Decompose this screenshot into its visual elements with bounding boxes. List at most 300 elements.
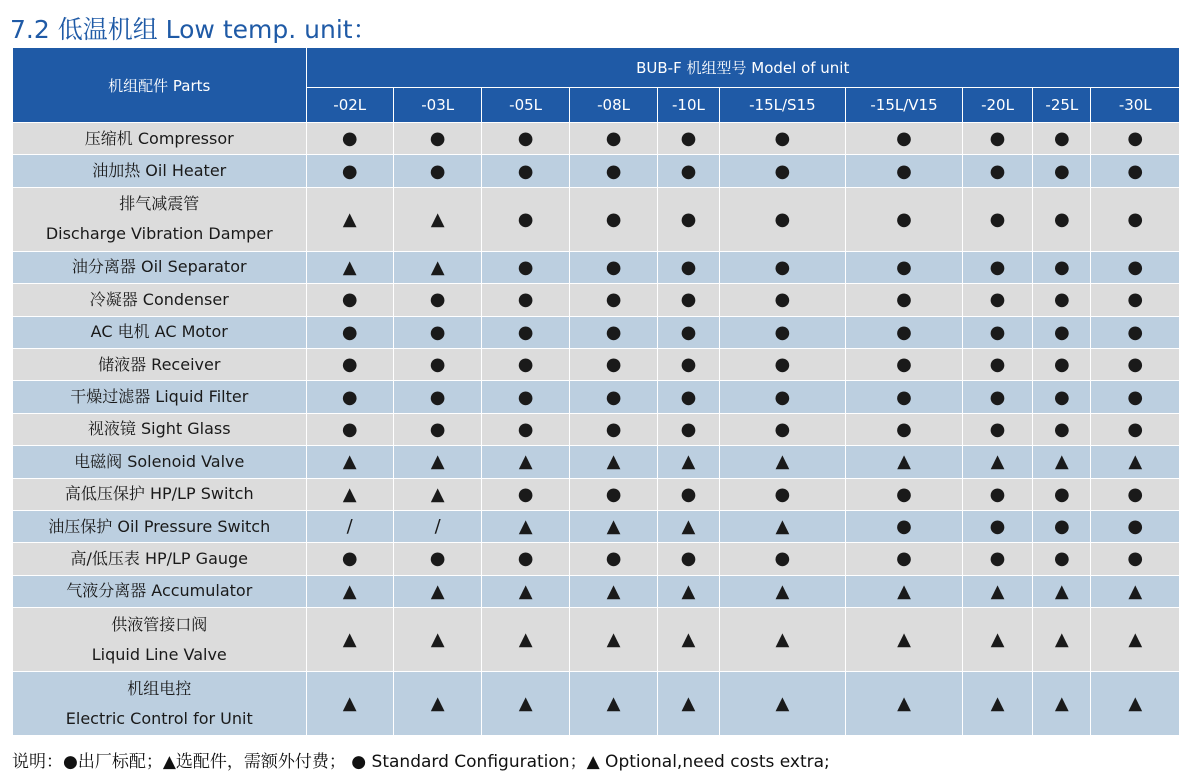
standard-dot-icon: ● xyxy=(1053,208,1070,230)
config-cell xyxy=(306,608,393,672)
optional-triangle-icon: ▲ xyxy=(342,693,357,715)
config-cell xyxy=(1091,575,1180,607)
standard-dot-icon: ● xyxy=(680,483,697,505)
part-name-line: Discharge Vibration Damper xyxy=(45,224,273,244)
part-name-line: 机组电控 xyxy=(127,678,192,698)
config-cell xyxy=(846,348,963,380)
standard-dot-icon: ● xyxy=(1127,418,1144,440)
standard-dot-icon: ● xyxy=(774,483,791,505)
config-cell xyxy=(719,608,846,672)
standard-dot-icon: ● xyxy=(1053,386,1070,408)
config-cell xyxy=(719,251,846,283)
standard-dot-icon: ● xyxy=(517,548,534,570)
config-cell xyxy=(846,316,963,348)
part-name-line: 干燥过滤器 Liquid Filter xyxy=(70,387,249,407)
standard-dot-icon: ● xyxy=(517,321,534,343)
part-name-line: Electric Control for Unit xyxy=(65,708,253,728)
config-cell xyxy=(569,123,657,155)
config-cell xyxy=(569,446,657,478)
config-cell xyxy=(1033,348,1091,380)
config-cell xyxy=(962,413,1032,445)
standard-dot-icon: ● xyxy=(605,128,622,150)
standard-dot-icon: ● xyxy=(429,289,446,311)
config-cell xyxy=(393,510,481,542)
standard-dot-icon: ● xyxy=(1127,160,1144,182)
config-cell xyxy=(306,510,393,542)
standard-dot-icon: ● xyxy=(774,289,791,311)
config-cell xyxy=(846,478,963,510)
optional-triangle-icon: ▲ xyxy=(1128,629,1143,651)
config-cell xyxy=(569,348,657,380)
config-cell xyxy=(482,187,569,251)
config-cell xyxy=(393,446,481,478)
standard-dot-icon: ● xyxy=(1127,128,1144,150)
standard-dot-icon: ● xyxy=(1053,516,1070,538)
config-cell xyxy=(962,575,1032,607)
config-cell xyxy=(658,543,719,575)
config-cell xyxy=(569,316,657,348)
standard-dot-icon: ● xyxy=(774,321,791,343)
optional-triangle-icon: ▲ xyxy=(606,693,621,715)
optional-triangle-icon: ▲ xyxy=(1054,693,1069,715)
optional-triangle-icon: ▲ xyxy=(342,208,357,230)
config-cell xyxy=(658,575,719,607)
config-cell xyxy=(569,381,657,413)
config-cell xyxy=(962,251,1032,283)
optional-triangle-icon: ▲ xyxy=(430,208,445,230)
config-cell xyxy=(962,348,1032,380)
standard-dot-icon: ● xyxy=(429,321,446,343)
config-cell xyxy=(962,381,1032,413)
standard-dot-icon: ● xyxy=(774,208,791,230)
part-name-line: 高低压保护 HP/LP Switch xyxy=(64,484,254,504)
standard-dot-icon: ● xyxy=(989,516,1006,538)
part-name-cell xyxy=(13,672,307,736)
standard-dot-icon: ● xyxy=(1053,128,1070,150)
config-cell xyxy=(306,381,393,413)
standard-dot-icon: ● xyxy=(1053,321,1070,343)
config-cell xyxy=(306,316,393,348)
config-cell xyxy=(306,543,393,575)
standard-dot-icon: ● xyxy=(1127,386,1144,408)
optional-triangle-icon: ▲ xyxy=(1054,629,1069,651)
table-row xyxy=(13,543,1180,575)
part-name-cell xyxy=(13,284,307,316)
table-row xyxy=(13,381,1180,413)
config-cell xyxy=(1033,187,1091,251)
standard-dot-icon: ● xyxy=(1127,516,1144,538)
part-name-line: 高/低压表 HP/LP Gauge xyxy=(70,548,249,568)
standard-dot-icon: ● xyxy=(774,160,791,182)
config-cell xyxy=(846,123,963,155)
standard-dot-icon: ● xyxy=(774,548,791,570)
optional-triangle-icon: ▲ xyxy=(990,451,1005,473)
config-cell xyxy=(306,413,393,445)
optional-triangle-icon: ▲ xyxy=(681,693,696,715)
standard-dot-icon: ● xyxy=(605,483,622,505)
standard-dot-icon: ● xyxy=(896,256,912,278)
optional-triangle-icon: ▲ xyxy=(681,580,696,602)
model-column-header: -15L/V15 xyxy=(846,88,963,123)
table-row xyxy=(13,446,1180,478)
standard-dot-icon: ● xyxy=(680,321,697,343)
config-cell xyxy=(569,672,657,736)
optional-triangle-icon: ▲ xyxy=(342,256,357,278)
standard-dot-icon: ● xyxy=(896,208,912,230)
table-row xyxy=(13,413,1180,445)
optional-triangle-icon: ▲ xyxy=(1054,451,1069,473)
config-cell xyxy=(658,284,719,316)
config-cell xyxy=(719,284,846,316)
standard-dot-icon: ● xyxy=(517,160,534,182)
config-cell xyxy=(658,446,719,478)
optional-triangle-icon: ▲ xyxy=(518,516,533,538)
config-cell xyxy=(482,413,569,445)
config-cell xyxy=(1091,123,1180,155)
config-cell xyxy=(1033,446,1091,478)
config-cell xyxy=(306,155,393,187)
part-name-cell xyxy=(13,251,307,283)
standard-dot-icon: ● xyxy=(680,418,697,440)
part-name-cell xyxy=(13,478,307,510)
config-cell xyxy=(846,284,963,316)
config-cell xyxy=(482,251,569,283)
config-cell xyxy=(1033,381,1091,413)
standard-dot-icon: ● xyxy=(517,354,534,376)
config-cell xyxy=(1033,608,1091,672)
config-cell xyxy=(846,543,963,575)
optional-triangle-icon: ▲ xyxy=(518,451,533,473)
standard-dot-icon: ● xyxy=(896,160,912,182)
part-name-line: 油压保护 Oil Pressure Switch xyxy=(48,516,271,536)
config-cell xyxy=(1033,284,1091,316)
config-cell xyxy=(719,316,846,348)
table-row xyxy=(13,284,1180,316)
config-cell xyxy=(1091,284,1180,316)
config-cell xyxy=(846,155,963,187)
part-name-cell xyxy=(13,348,307,380)
standard-dot-icon: ● xyxy=(989,208,1006,230)
standard-dot-icon: ● xyxy=(896,354,912,376)
standard-dot-icon: ● xyxy=(1127,289,1144,311)
part-name-cell xyxy=(13,381,307,413)
optional-triangle-icon: ▲ xyxy=(897,451,911,473)
config-cell xyxy=(962,543,1032,575)
config-cell xyxy=(719,575,846,607)
config-cell xyxy=(962,608,1032,672)
standard-dot-icon: ● xyxy=(429,128,446,150)
standard-dot-icon: ● xyxy=(774,128,791,150)
config-cell xyxy=(393,155,481,187)
standard-dot-icon: ● xyxy=(896,321,912,343)
config-cell xyxy=(306,672,393,736)
standard-dot-icon: ● xyxy=(680,208,697,230)
optional-triangle-icon: ▲ xyxy=(990,629,1005,651)
config-cell xyxy=(393,672,481,736)
config-cell xyxy=(719,543,846,575)
optional-triangle-icon: ▲ xyxy=(430,483,445,505)
optional-triangle-icon: ▲ xyxy=(342,629,357,651)
config-cell xyxy=(1033,123,1091,155)
config-cell xyxy=(1091,316,1180,348)
config-cell xyxy=(393,608,481,672)
standard-dot-icon: ● xyxy=(896,289,912,311)
standard-dot-icon: ● xyxy=(896,418,912,440)
config-cell xyxy=(719,381,846,413)
config-cell xyxy=(393,413,481,445)
config-cell xyxy=(658,510,719,542)
standard-dot-icon: ● xyxy=(989,548,1006,570)
model-column-header: -20L xyxy=(962,88,1032,123)
config-cell xyxy=(393,575,481,607)
config-cell xyxy=(482,284,569,316)
standard-dot-icon: ● xyxy=(680,160,697,182)
standard-dot-icon: ● xyxy=(989,128,1006,150)
part-name-cell xyxy=(13,316,307,348)
standard-dot-icon: ● xyxy=(989,386,1006,408)
slash-mark: / xyxy=(346,516,353,538)
standard-dot-icon: ● xyxy=(774,386,791,408)
config-cell xyxy=(719,348,846,380)
table-row xyxy=(13,478,1180,510)
standard-dot-icon: ● xyxy=(517,418,534,440)
table-row xyxy=(13,608,1180,672)
standard-dot-icon: ● xyxy=(1053,354,1070,376)
standard-dot-icon: ● xyxy=(341,548,358,570)
standard-dot-icon: ● xyxy=(605,160,622,182)
standard-dot-icon: ● xyxy=(517,128,534,150)
standard-dot-icon: ● xyxy=(774,256,791,278)
standard-dot-icon: ● xyxy=(429,160,446,182)
optional-triangle-icon: ▲ xyxy=(342,451,357,473)
optional-triangle-icon: ▲ xyxy=(606,580,621,602)
config-cell xyxy=(569,478,657,510)
config-cell xyxy=(1091,446,1180,478)
config-cell xyxy=(306,348,393,380)
standard-dot-icon: ● xyxy=(989,256,1006,278)
config-cell xyxy=(482,543,569,575)
part-name-cell xyxy=(13,155,307,187)
spec-table xyxy=(12,47,1180,736)
optional-triangle-icon: ▲ xyxy=(897,580,911,602)
config-cell xyxy=(1091,608,1180,672)
standard-dot-icon: ● xyxy=(605,418,622,440)
config-cell xyxy=(1091,543,1180,575)
config-cell xyxy=(962,672,1032,736)
standard-dot-icon: ● xyxy=(605,208,622,230)
part-name-cell xyxy=(13,543,307,575)
config-cell xyxy=(846,672,963,736)
standard-dot-icon: ● xyxy=(341,128,358,150)
part-name-line: 气液分离器 Accumulator xyxy=(66,581,253,601)
config-cell xyxy=(569,155,657,187)
config-cell xyxy=(1091,251,1180,283)
config-cell xyxy=(306,284,393,316)
standard-dot-icon: ● xyxy=(341,386,358,408)
config-cell xyxy=(482,123,569,155)
config-cell xyxy=(846,446,963,478)
standard-dot-icon: ● xyxy=(680,128,697,150)
standard-dot-icon: ● xyxy=(989,418,1006,440)
config-cell xyxy=(306,123,393,155)
standard-dot-icon: ● xyxy=(341,354,358,376)
config-cell xyxy=(719,446,846,478)
config-cell xyxy=(1033,251,1091,283)
standard-dot-icon: ● xyxy=(517,289,534,311)
model-column-header: -15L/S15 xyxy=(719,88,846,123)
config-cell xyxy=(393,543,481,575)
table-row xyxy=(13,123,1180,155)
slash-mark: / xyxy=(434,516,441,538)
model-column-header: -30L xyxy=(1091,88,1180,123)
standard-dot-icon: ● xyxy=(341,160,358,182)
config-cell xyxy=(393,123,481,155)
config-cell xyxy=(306,478,393,510)
standard-dot-icon: ● xyxy=(605,354,622,376)
standard-dot-icon: ● xyxy=(605,548,622,570)
config-cell xyxy=(1033,543,1091,575)
config-cell xyxy=(482,608,569,672)
optional-triangle-icon: ▲ xyxy=(775,693,790,715)
config-cell xyxy=(482,446,569,478)
config-cell xyxy=(569,543,657,575)
config-cell xyxy=(719,413,846,445)
config-cell xyxy=(658,608,719,672)
config-cell xyxy=(846,575,963,607)
part-name-line: Liquid Line Valve xyxy=(91,644,227,664)
model-column-header: -25L xyxy=(1033,88,1091,123)
optional-triangle-icon: ▲ xyxy=(430,629,445,651)
standard-dot-icon: ● xyxy=(517,208,534,230)
optional-triangle-icon: ▲ xyxy=(990,693,1005,715)
standard-dot-icon: ● xyxy=(989,321,1006,343)
optional-triangle-icon: ▲ xyxy=(681,451,696,473)
config-cell xyxy=(658,348,719,380)
optional-triangle-icon: ▲ xyxy=(430,451,445,473)
optional-triangle-icon: ▲ xyxy=(430,693,445,715)
config-cell xyxy=(658,316,719,348)
standard-dot-icon: ● xyxy=(1127,548,1144,570)
standard-dot-icon: ● xyxy=(605,289,622,311)
standard-dot-icon: ● xyxy=(1127,321,1144,343)
config-cell xyxy=(658,478,719,510)
standard-dot-icon: ● xyxy=(1127,483,1144,505)
standard-dot-icon: ● xyxy=(680,289,697,311)
standard-dot-icon: ● xyxy=(680,386,697,408)
optional-triangle-icon: ▲ xyxy=(342,580,357,602)
part-name-line: 压缩机 Compressor xyxy=(84,128,234,148)
config-cell xyxy=(1091,187,1180,251)
config-cell xyxy=(962,284,1032,316)
standard-dot-icon: ● xyxy=(896,128,912,150)
config-cell xyxy=(306,251,393,283)
part-name-line: 冷凝器 Condenser xyxy=(89,289,229,309)
config-cell xyxy=(1091,672,1180,736)
config-cell xyxy=(1033,510,1091,542)
standard-dot-icon: ● xyxy=(896,516,912,538)
config-cell xyxy=(482,672,569,736)
part-name-line: 排气减震管 xyxy=(119,194,200,214)
table-row xyxy=(13,510,1180,542)
config-cell xyxy=(306,187,393,251)
config-cell xyxy=(393,478,481,510)
part-name-line: 油加热 Oil Heater xyxy=(92,161,227,181)
config-cell xyxy=(393,251,481,283)
config-cell xyxy=(1033,413,1091,445)
config-cell xyxy=(962,316,1032,348)
table-row xyxy=(13,575,1180,607)
legend-note: 说明：●出厂标配；▲选配件，需额外付费； ● Standard Configuration；▲ Optional,need costs extra; xyxy=(12,752,830,772)
optional-triangle-icon: ▲ xyxy=(342,483,357,505)
optional-triangle-icon: ▲ xyxy=(681,629,696,651)
standard-dot-icon: ● xyxy=(989,160,1006,182)
config-cell xyxy=(658,155,719,187)
standard-dot-icon: ● xyxy=(429,418,446,440)
config-cell xyxy=(569,510,657,542)
table-row xyxy=(13,348,1180,380)
config-cell xyxy=(846,187,963,251)
standard-dot-icon: ● xyxy=(896,548,912,570)
config-cell xyxy=(482,575,569,607)
config-cell xyxy=(569,251,657,283)
part-name-cell xyxy=(13,608,307,672)
config-cell xyxy=(482,155,569,187)
model-column-header: -03L xyxy=(393,88,481,123)
config-cell xyxy=(658,187,719,251)
config-cell xyxy=(1091,413,1180,445)
config-cell xyxy=(962,478,1032,510)
optional-triangle-icon: ▲ xyxy=(775,451,790,473)
config-cell xyxy=(719,155,846,187)
part-name-line: 油分离器 Oil Separator xyxy=(71,257,247,277)
table-row xyxy=(13,672,1180,736)
optional-triangle-icon: ▲ xyxy=(775,580,790,602)
section-title: 7.2 低温机组 Low temp. unit： xyxy=(10,15,378,44)
config-cell xyxy=(306,446,393,478)
config-cell xyxy=(1033,316,1091,348)
config-cell xyxy=(306,575,393,607)
config-cell xyxy=(846,381,963,413)
config-cell xyxy=(482,478,569,510)
optional-triangle-icon: ▲ xyxy=(430,256,445,278)
config-cell xyxy=(719,123,846,155)
optional-triangle-icon: ▲ xyxy=(430,580,445,602)
parts-header: 机组配件 Parts xyxy=(13,48,307,123)
optional-triangle-icon: ▲ xyxy=(990,580,1005,602)
part-name-cell xyxy=(13,575,307,607)
optional-triangle-icon: ▲ xyxy=(606,516,621,538)
optional-triangle-icon: ▲ xyxy=(606,451,621,473)
part-name-line: 储液器 Receiver xyxy=(98,354,221,374)
config-cell xyxy=(482,381,569,413)
config-cell xyxy=(393,284,481,316)
optional-triangle-icon: ▲ xyxy=(897,693,911,715)
config-cell xyxy=(393,187,481,251)
standard-dot-icon: ● xyxy=(774,418,791,440)
config-cell xyxy=(1091,348,1180,380)
optional-triangle-icon: ▲ xyxy=(1128,451,1143,473)
standard-dot-icon: ● xyxy=(429,548,446,570)
standard-dot-icon: ● xyxy=(1053,160,1070,182)
config-cell xyxy=(1033,575,1091,607)
optional-triangle-icon: ▲ xyxy=(775,516,790,538)
standard-dot-icon: ● xyxy=(1053,256,1070,278)
table-row xyxy=(13,187,1180,251)
config-cell xyxy=(962,155,1032,187)
standard-dot-icon: ● xyxy=(896,483,912,505)
model-column-header: -05L xyxy=(482,88,569,123)
part-name-cell xyxy=(13,123,307,155)
